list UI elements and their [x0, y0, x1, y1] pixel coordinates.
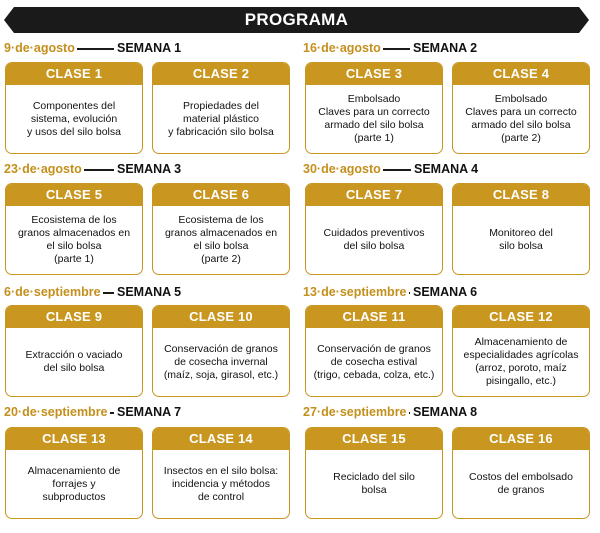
week-label: SEMANA 2: [410, 39, 477, 57]
week-label: SEMANA 7: [114, 403, 181, 421]
class-description: Conservación de granos de cosecha estival (trigo, cebada, colza, etc.): [313, 342, 435, 381]
class-label: CLASE 14: [153, 428, 289, 450]
class-description: Embolsado Claves para un correcto armado del silo bolsa (parte 1): [318, 93, 430, 144]
class-card-6: [152, 183, 290, 275]
class-card-16: [452, 427, 590, 519]
week-header-2: [303, 39, 593, 57]
class-card-1: [5, 62, 143, 154]
week-date: 16·de·agosto: [303, 41, 381, 55]
week-date: 6·de·septiembre: [4, 285, 101, 299]
class-label: CLASE 11: [306, 306, 442, 328]
week-date: 9·de·agosto: [4, 41, 75, 55]
class-card-5: [5, 183, 143, 275]
class-description: Conservación de granos de cosecha invernal (maíz, soja, girasol, etc.): [163, 342, 279, 381]
class-description: Reciclado del silo bolsa: [333, 471, 415, 496]
page-title: PROGRAMA: [244, 10, 349, 29]
class-label: CLASE 10: [153, 306, 289, 328]
class-label: CLASE 12: [453, 306, 589, 328]
class-card-2: [152, 62, 290, 154]
class-label: CLASE 2: [153, 63, 289, 85]
class-label: CLASE 16: [453, 428, 589, 450]
week-label: SEMANA 5: [114, 283, 181, 301]
week-label: SEMANA 3: [114, 160, 181, 178]
class-card-7: [305, 183, 443, 275]
week-label: SEMANA 1: [114, 39, 181, 57]
class-card-4: [452, 62, 590, 154]
class-label: CLASE 7: [306, 184, 442, 206]
week-label: SEMANA 8: [410, 403, 477, 421]
class-card-9: [5, 305, 143, 397]
class-description: Insectos en el silo bolsa: incidencia y métodos de control: [163, 464, 279, 503]
class-description: Almacenamiento de especialidades agrícolas (arroz, poroto, maíz pisingallo, etc.): [463, 336, 579, 387]
week-date: 13·de·septiembre: [303, 285, 407, 299]
class-description: Componentes del sistema, evolución y usos del silo bolsa: [27, 99, 121, 138]
week-header-6: [303, 283, 593, 301]
week-header-7: [4, 403, 292, 421]
class-description: Costos del embolsado de granos: [469, 471, 573, 496]
week-date: 27·de·septiembre: [303, 405, 407, 419]
week-date: 20·de·septiembre: [4, 405, 108, 419]
class-description: Ecosistema de los granos almacenados en el silo bolsa (parte 2): [164, 214, 278, 265]
week-header-1: [4, 39, 292, 57]
week-header-8: [303, 403, 593, 421]
class-label: CLASE 6: [153, 184, 289, 206]
class-label: CLASE 9: [6, 306, 142, 328]
class-label: CLASE 3: [306, 63, 442, 85]
class-description: Embolsado Claves para un correcto armado del silo bolsa (parte 2): [465, 93, 577, 144]
class-card-11: [305, 305, 443, 397]
class-label: CLASE 8: [453, 184, 589, 206]
class-card-8: [452, 183, 590, 275]
week-header-5: [4, 283, 292, 301]
class-card-3: [305, 62, 443, 154]
title-banner: [4, 7, 589, 33]
week-date: 23·de·agosto: [4, 162, 82, 176]
week-date: 30·de·agosto: [303, 162, 381, 176]
class-description: Monitoreo del silo bolsa: [489, 227, 553, 252]
week-label: SEMANA 6: [410, 283, 477, 301]
class-card-14: [152, 427, 290, 519]
class-card-10: [152, 305, 290, 397]
class-card-15: [305, 427, 443, 519]
class-description: Propiedades del material plástico y fabricación silo bolsa: [168, 99, 274, 138]
class-description: Almacenamiento de forrajes y subproductos: [27, 464, 121, 503]
class-label: CLASE 4: [453, 63, 589, 85]
class-label: CLASE 13: [6, 428, 142, 450]
class-description: Cuidados preventivos del silo bolsa: [323, 227, 425, 252]
class-description: Ecosistema de los granos almacenados en el silo bolsa (parte 1): [17, 214, 131, 265]
week-label: SEMANA 4: [411, 160, 478, 178]
class-label: CLASE 5: [6, 184, 142, 206]
class-card-13: [5, 427, 143, 519]
class-card-12: [452, 305, 590, 397]
class-description: Extracción o vaciado del silo bolsa: [25, 349, 123, 374]
week-header-3: [4, 160, 292, 178]
class-label: CLASE 15: [306, 428, 442, 450]
class-label: CLASE 1: [6, 63, 142, 85]
week-header-4: [303, 160, 593, 178]
